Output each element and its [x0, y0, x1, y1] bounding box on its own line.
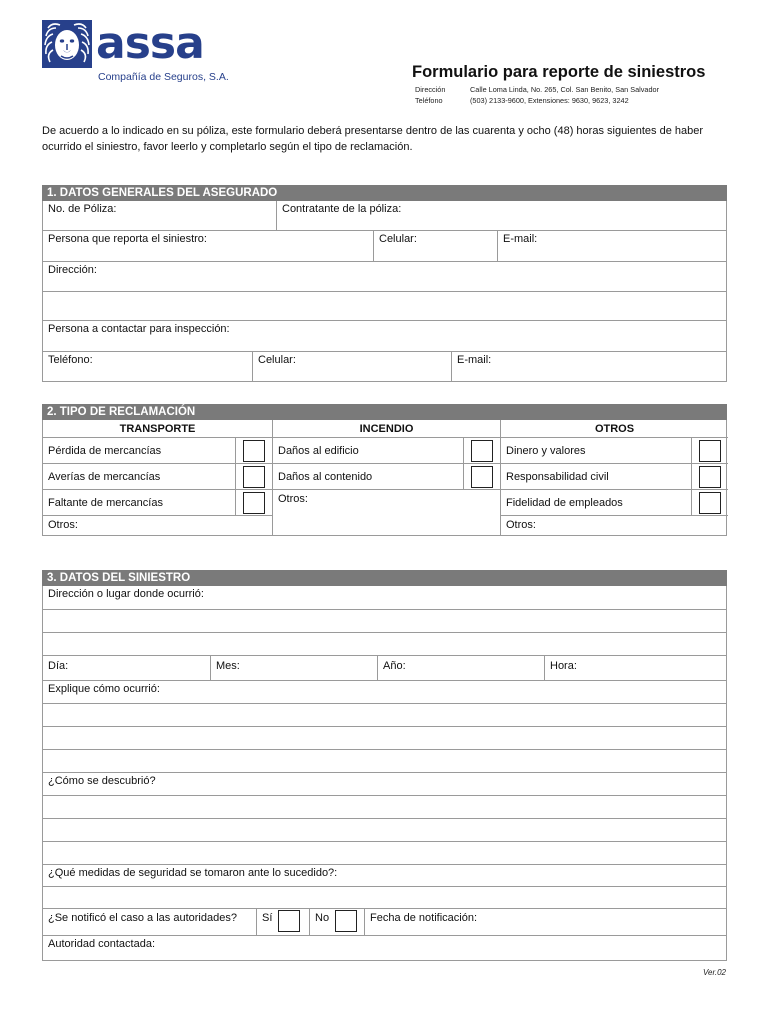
contact-mobile-field[interactable]: Celular:: [252, 352, 451, 381]
option-label: Fidelidad de empleados: [506, 497, 623, 509]
no-label: No: [315, 912, 330, 924]
company-name: Compañía de Seguros, S.A.: [98, 71, 229, 83]
checkbox[interactable]: [699, 466, 721, 488]
option-label: Pérdida de mercancías: [48, 445, 162, 457]
address-value: Calle Loma Linda, No. 265, Col. San Benito, San Salvador: [470, 85, 660, 94]
explain-field[interactable]: Explique cómo ocurrió:: [48, 683, 160, 695]
option-row: [501, 438, 728, 464]
blank-line[interactable]: [43, 796, 726, 818]
column-incendio: [272, 420, 500, 535]
option-row: [43, 438, 272, 464]
option-row: [501, 490, 728, 516]
blank-line[interactable]: [43, 610, 726, 632]
checkbox[interactable]: [243, 466, 265, 488]
intro-text: De acuerdo a lo indicado en su póliza, este formulario deberá presentarse dentro de las cuarenta y ocho (48) horas siguientes de haber ocurrido el siniestro, favor leerlo y completarlo según el tipo de reclamación.: [42, 125, 704, 153]
checkbox[interactable]: [471, 440, 493, 462]
no-option: [309, 909, 364, 935]
section-3-header: 3. DATOS DEL SINIESTRO: [42, 570, 727, 586]
blank-line[interactable]: [43, 704, 726, 726]
hour-field[interactable]: Hora:: [544, 656, 726, 680]
column-header: OTROS: [501, 420, 728, 438]
blank-line[interactable]: [43, 819, 726, 841]
section-2-header: 2. TIPO DE RECLAMACIÓN: [42, 404, 727, 420]
month-field[interactable]: Mes:: [210, 656, 377, 680]
contact-email-field[interactable]: E-mail:: [451, 352, 726, 381]
phone-label: Teléfono: [415, 96, 443, 105]
day-field[interactable]: Día:: [48, 660, 69, 672]
blank-line[interactable]: [43, 887, 726, 908]
column-otros: [500, 420, 728, 535]
authorities-question: ¿Se notificó el caso a las autoridades?: [48, 912, 237, 924]
section-claim-data: [42, 570, 727, 961]
section-1-header: 1. DATOS GENERALES DEL ASEGURADO: [42, 185, 727, 201]
yes-label: Sí: [262, 912, 273, 924]
option-label: Daños al contenido: [278, 471, 373, 483]
incendio-otros-field[interactable]: Otros:: [278, 493, 308, 505]
column-header: TRANSPORTE: [43, 420, 272, 438]
phone-field[interactable]: Teléfono:: [48, 354, 93, 366]
phone-value: (503) 2133-9600, Extensiones: 9630, 9623, 3242: [470, 96, 629, 105]
contact-info: [415, 84, 659, 106]
version-label: Ver.02: [703, 968, 726, 977]
section-general-data: [42, 185, 727, 382]
transporte-otros-field[interactable]: Otros:: [48, 519, 78, 531]
blank-line[interactable]: [43, 842, 726, 864]
blank-line[interactable]: [43, 633, 726, 655]
company-logo: [42, 20, 232, 90]
discovered-field[interactable]: ¿Cómo se descubrió?: [48, 775, 156, 787]
checkbox[interactable]: [243, 440, 265, 462]
option-row: [43, 490, 272, 516]
authority-contacted-field[interactable]: Autoridad contactada:: [48, 938, 156, 950]
checkbox[interactable]: [243, 492, 265, 514]
yes-checkbox[interactable]: [278, 910, 300, 932]
policy-contractor-field[interactable]: Contratante de la póliza:: [276, 201, 726, 230]
reporter-email-field[interactable]: E-mail:: [497, 231, 726, 261]
address-label: Dirección: [415, 85, 446, 94]
reporter-field[interactable]: Persona que reporta el siniestro:: [48, 233, 207, 245]
option-row: [273, 438, 500, 464]
option-row: [273, 464, 500, 490]
address-field[interactable]: Dirección:: [48, 264, 97, 276]
option-row: [43, 464, 272, 490]
option-label: Daños al edificio: [278, 445, 359, 457]
brand-wordmark: assa: [96, 18, 204, 69]
blank-line[interactable]: [43, 727, 726, 749]
otros-otros-field[interactable]: Otros:: [506, 519, 536, 531]
inspection-contact-field[interactable]: Persona a contactar para inspección:: [48, 323, 230, 335]
option-label: Dinero y valores: [506, 445, 586, 457]
option-row: [501, 464, 728, 490]
reporter-mobile-field[interactable]: Celular:: [373, 231, 497, 261]
form-title: Formulario para reporte de siniestros: [412, 63, 706, 81]
option-label: Averías de mercancías: [48, 471, 161, 483]
location-field[interactable]: Dirección o lugar donde ocurrió:: [48, 588, 204, 600]
option-label: Responsabilidad civil: [506, 471, 609, 483]
section-claim-type: [42, 404, 727, 536]
year-field[interactable]: Año:: [377, 656, 544, 680]
yes-option: [256, 909, 309, 935]
column-header: INCENDIO: [273, 420, 500, 438]
option-label: Faltante de mercancías: [48, 497, 163, 509]
column-transporte: [43, 420, 272, 535]
blank-line[interactable]: [43, 750, 726, 772]
measures-field[interactable]: ¿Qué medidas de seguridad se tomaron ante lo sucedido?:: [48, 867, 338, 879]
checkbox[interactable]: [699, 492, 721, 514]
policy-number-field[interactable]: No. de Póliza:: [48, 203, 117, 215]
checkbox[interactable]: [471, 466, 493, 488]
notification-date-field[interactable]: Fecha de notificación:: [364, 909, 726, 935]
no-checkbox[interactable]: [335, 910, 357, 932]
lion-head-icon: [42, 20, 92, 68]
address-line-2-field[interactable]: [43, 292, 726, 320]
checkbox[interactable]: [699, 440, 721, 462]
